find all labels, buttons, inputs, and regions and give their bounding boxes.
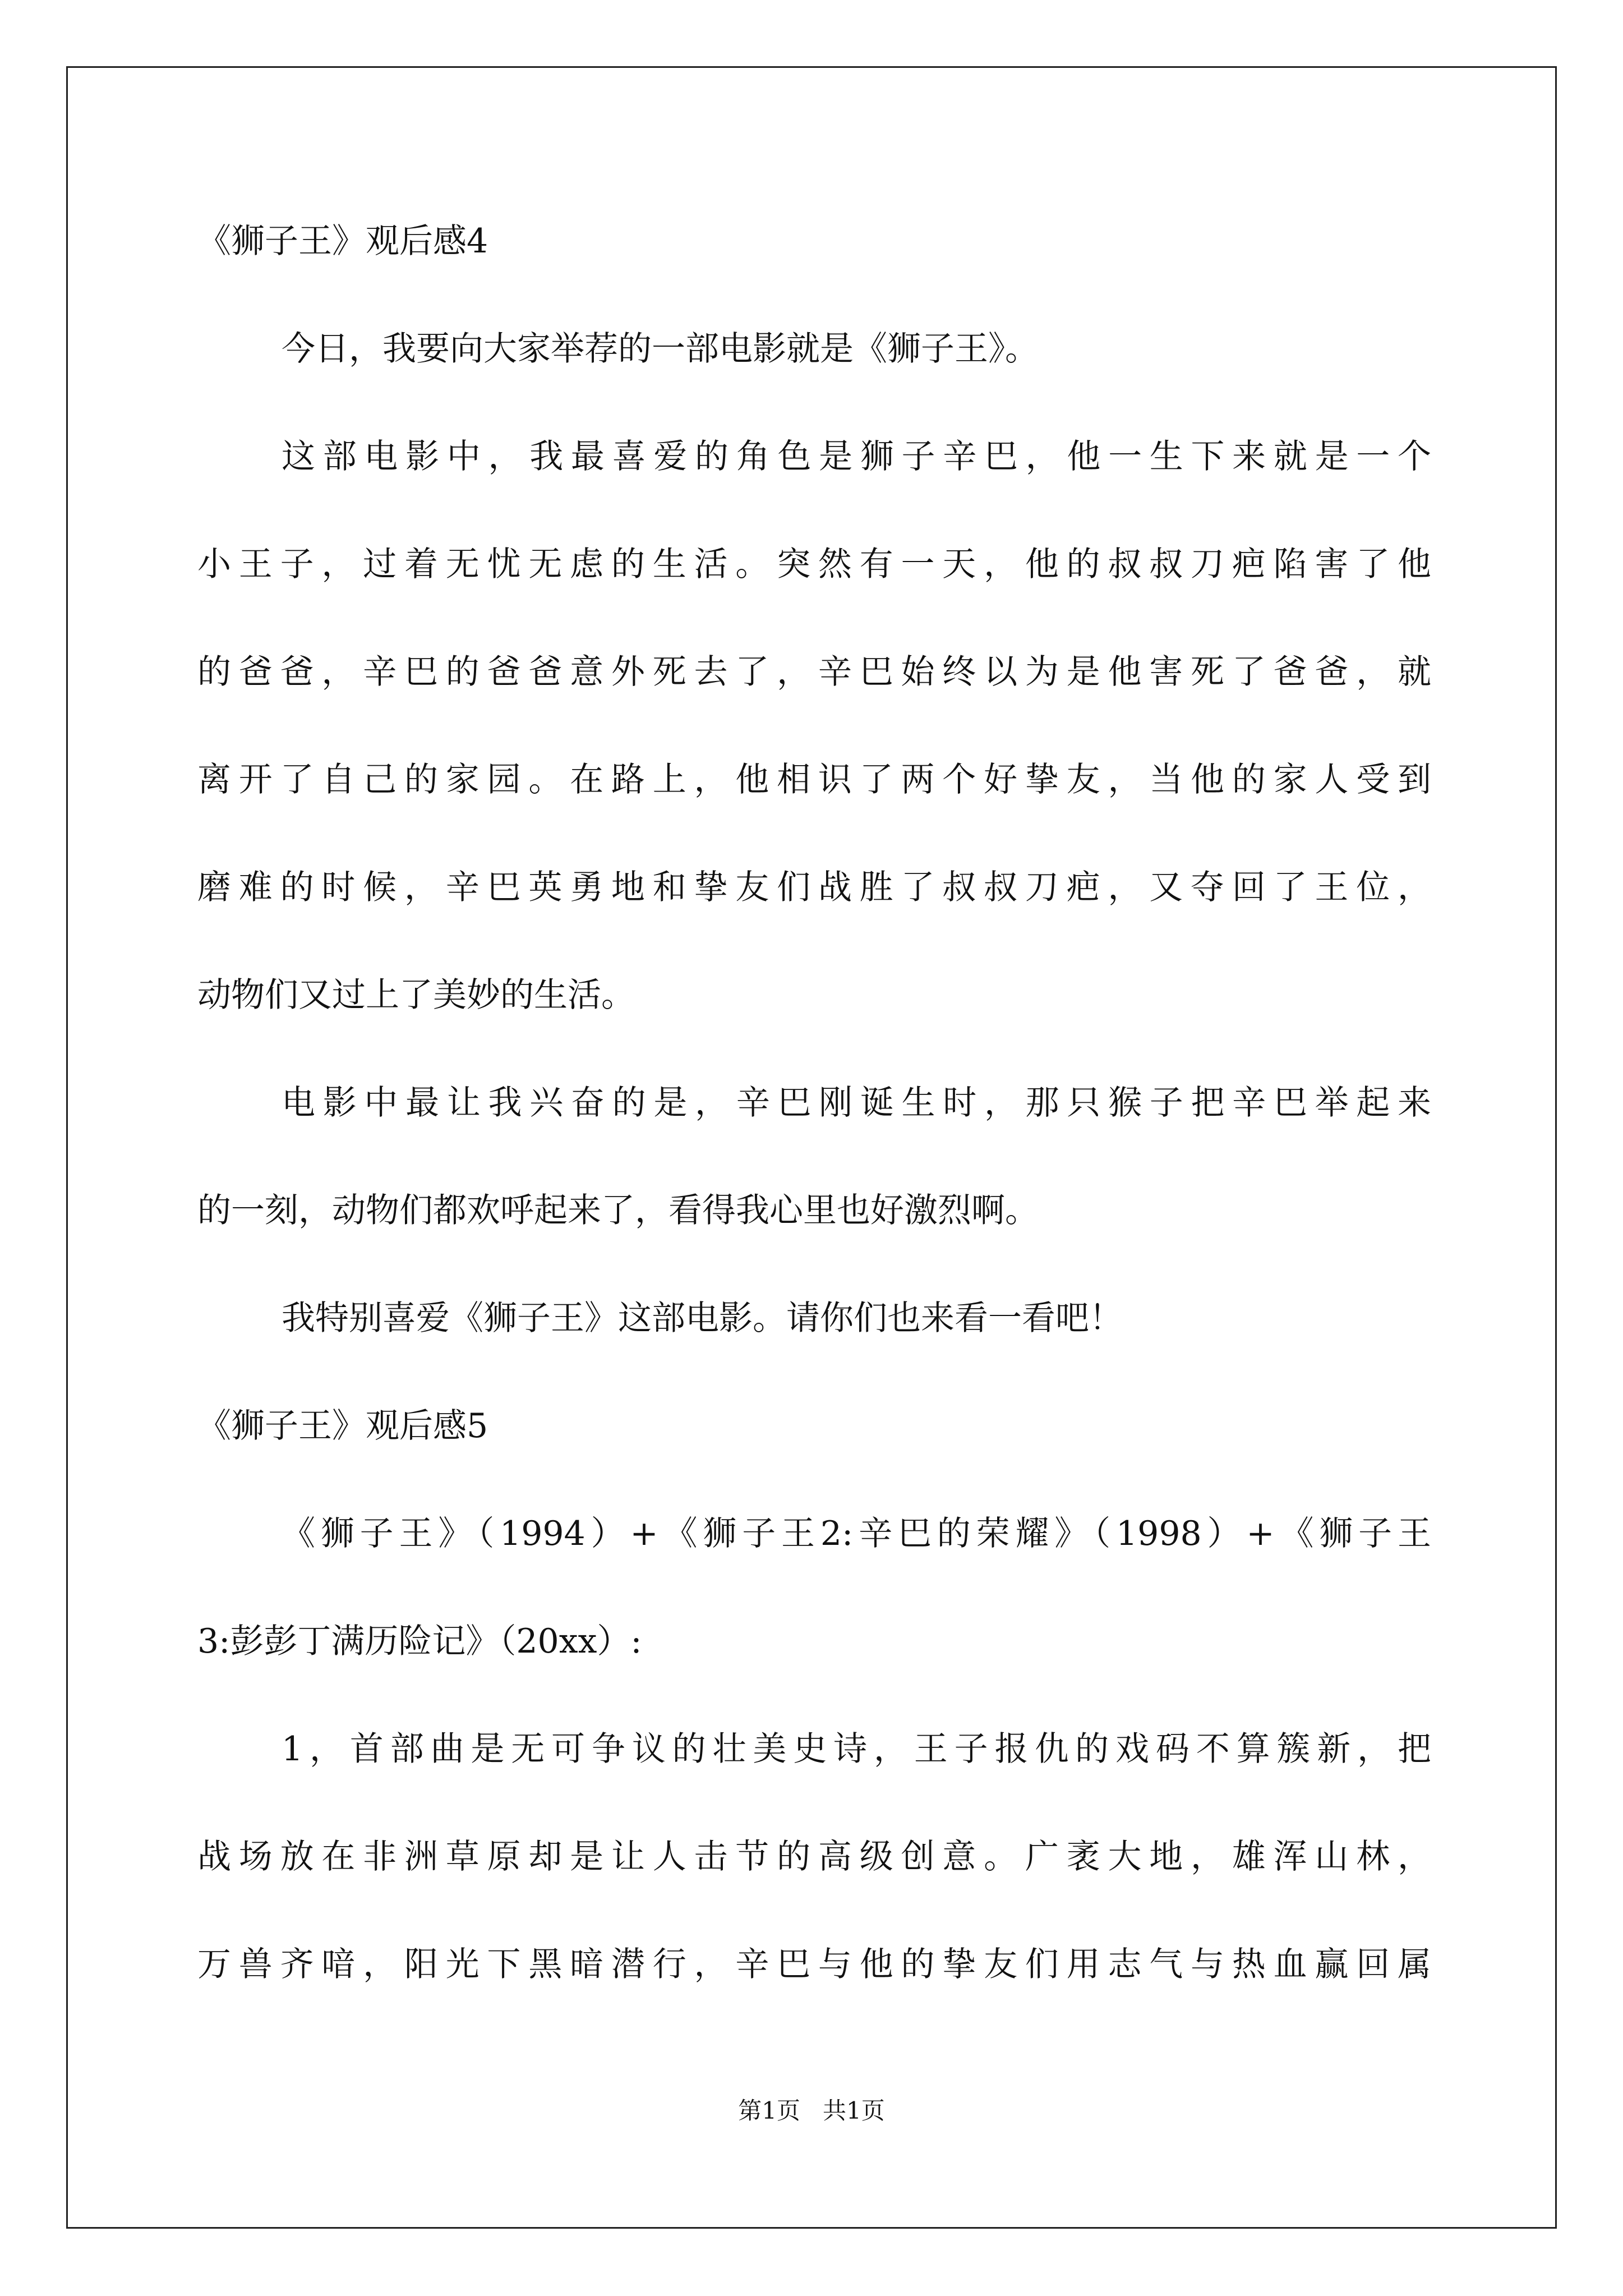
page-border <box>66 66 1557 2229</box>
paragraph-line: 的一刻，动物们都欢呼起来了，看得我心里也好激烈啊。 <box>197 1191 1039 1230</box>
paragraph-line: 我特别喜爱《狮子王》这部电影。请你们也来看一看吧！ <box>282 1299 1123 1338</box>
paragraph-line: 磨难的时候，辛巴英勇地和挚友们战胜了叔叔刀疤，又夺回了王位， <box>197 868 1431 907</box>
section-heading: 《狮子王》观后感5 <box>197 1406 488 1446</box>
paragraph-line: 《狮子王》（1994）+《狮子王2:辛巴的荣耀》（1998）+《狮子王 <box>282 1514 1431 1553</box>
paragraph-line: 战场放在非洲草原却是让人击节的高级创意。广袤大地，雄浑山林， <box>197 1837 1431 1876</box>
page-footer: 第1页 共1页 <box>738 2097 885 2124</box>
paragraph-line: 3:彭彭丁满历险记》（20xx）: <box>197 1622 642 1661</box>
paragraph-line: 万兽齐喑，阳光下黑暗潜行，辛巴与他的挚友们用志气与热血赢回属 <box>197 1945 1431 1984</box>
section-heading: 《狮子王》观后感4 <box>197 222 488 261</box>
paragraph-line: 的爸爸，辛巴的爸爸意外死去了，辛巴始终以为是他害死了爸爸，就 <box>197 652 1431 692</box>
paragraph-line: 动物们又过上了美妙的生活。 <box>197 976 635 1015</box>
paragraph-line: 1，首部曲是无可争议的壮美史诗，王子报仇的戏码不算簇新，把 <box>282 1729 1431 1769</box>
paragraph-line: 电影中最让我兴奋的是，辛巴刚诞生时，那只猴子把辛巴举起来 <box>282 1083 1431 1122</box>
paragraph-line: 今日，我要向大家举荐的一部电影就是《狮子王》。 <box>282 329 1039 369</box>
paragraph-line: 这部电影中，我最喜爱的角色是狮子辛巴，他一生下来就是一个 <box>282 437 1431 476</box>
paragraph-line: 离开了自己的家园。在路上，他相识了两个好挚友，当他的家人受到 <box>197 760 1431 799</box>
paragraph-line: 小王子，过着无忧无虑的生活。突然有一天，他的叔叔刀疤陷害了他 <box>197 545 1431 584</box>
